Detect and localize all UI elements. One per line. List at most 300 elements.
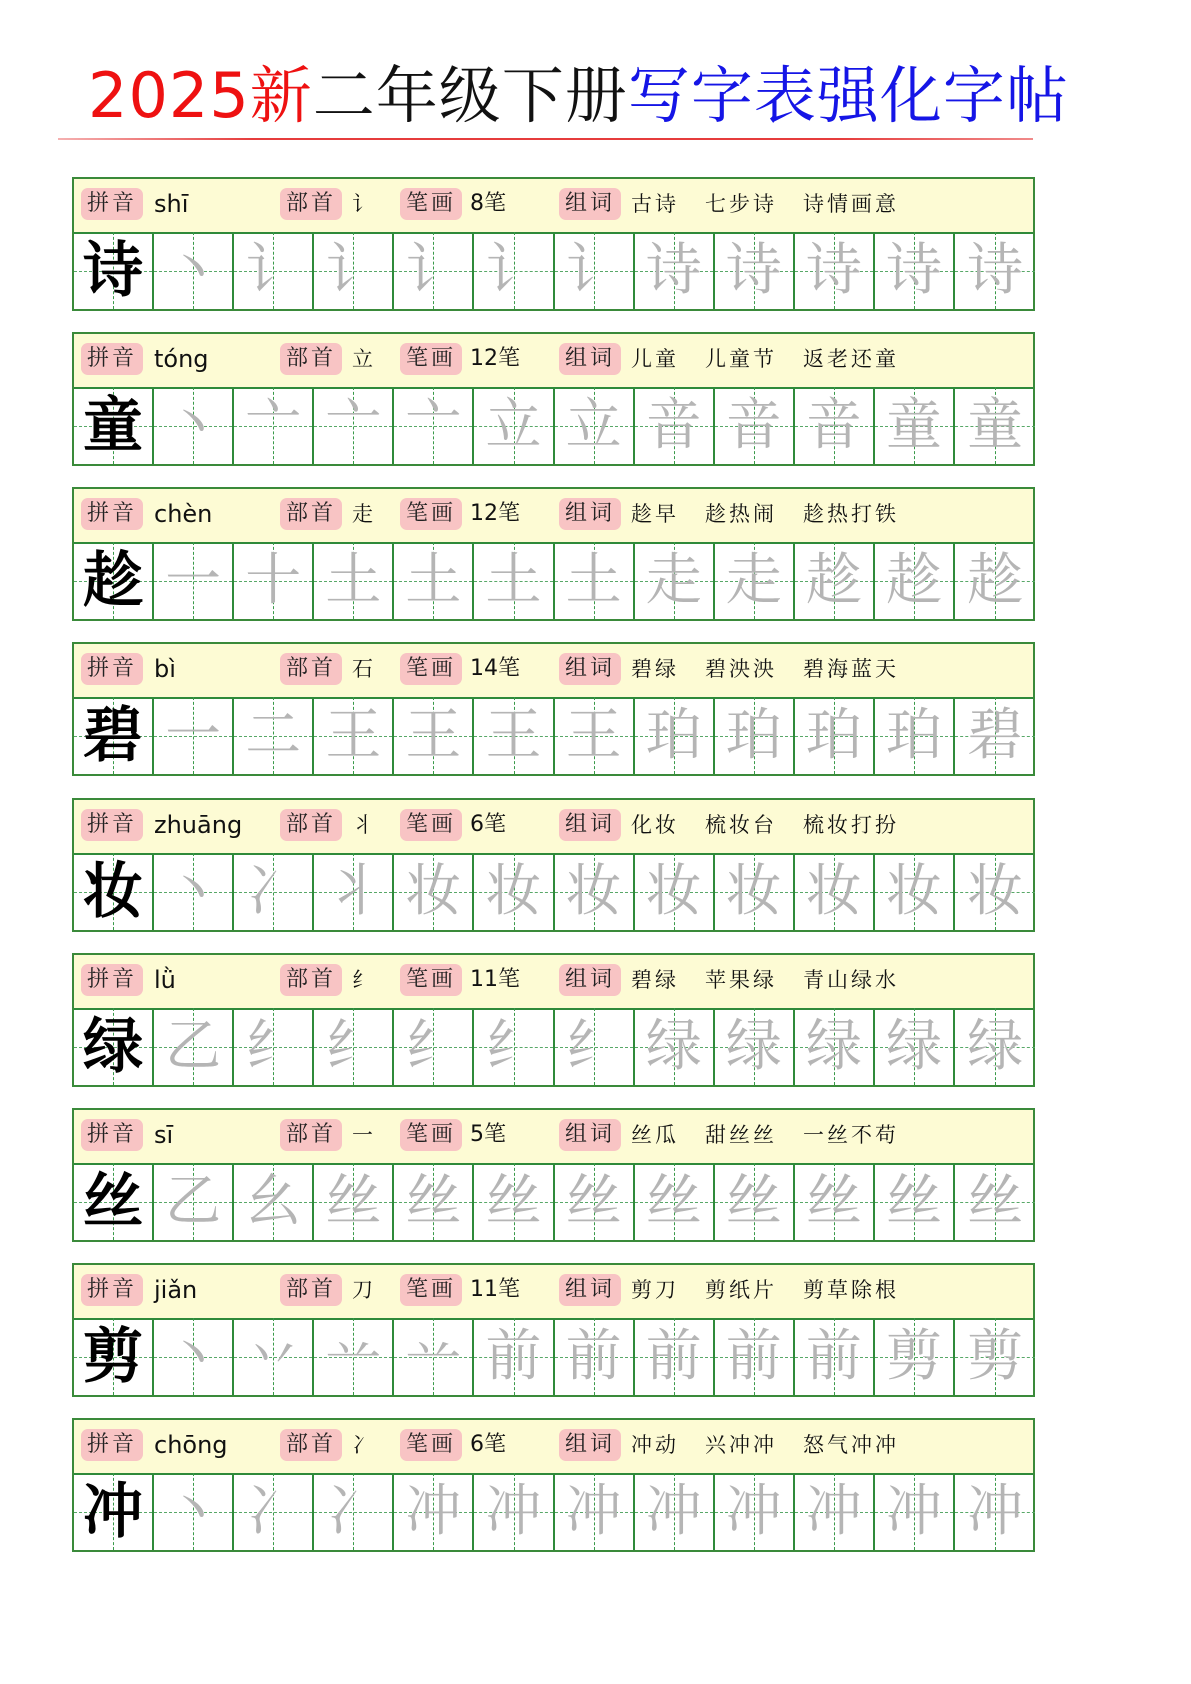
trace-glyph: 剪 — [967, 1323, 1024, 1389]
trace-glyph: 冲 — [967, 1478, 1024, 1544]
trace-glyph: 诗 — [725, 237, 782, 303]
trace-glyph: 亠 — [325, 392, 382, 458]
pinyin-value: bì — [154, 655, 176, 683]
trace-cell[interactable] — [875, 1318, 955, 1395]
pinyin-value: tóng — [154, 345, 209, 373]
trace-glyph: 丝 — [565, 1168, 622, 1234]
radical-label: 部首 — [280, 809, 342, 841]
trace-cell[interactable] — [474, 387, 554, 464]
trace-cell[interactable] — [955, 853, 1035, 930]
trace-glyph: 土 — [325, 547, 382, 613]
tian-grid — [74, 1473, 1033, 1550]
trace-glyph: 绿 — [645, 1013, 702, 1079]
trace-glyph: 音 — [725, 392, 782, 458]
trace-cell[interactable] — [555, 697, 635, 774]
tian-grid — [74, 1318, 1033, 1395]
trace-glyph: 讠 — [405, 237, 462, 303]
trace-cell[interactable] — [795, 1163, 875, 1240]
trace-glyph: 妆 — [805, 858, 862, 924]
trace-cell[interactable] — [154, 542, 234, 619]
trace-cell[interactable] — [474, 232, 554, 309]
trace-cell[interactable] — [795, 1318, 875, 1395]
trace-cell[interactable] — [234, 542, 314, 619]
radical-label: 部首 — [280, 188, 342, 220]
trace-cell[interactable] — [715, 542, 795, 619]
tian-grid — [74, 232, 1033, 309]
trace-cell[interactable] — [234, 697, 314, 774]
char-card — [72, 642, 1035, 776]
trace-glyph: 冫 — [245, 858, 302, 924]
trace-glyph: 趁 — [805, 547, 862, 613]
trace-glyph: 丶 — [165, 858, 222, 924]
trace-cell[interactable] — [715, 1473, 795, 1550]
trace-glyph: 妆 — [967, 858, 1024, 924]
trace-cell[interactable] — [955, 1473, 1035, 1550]
title-grade: 二年级下册 — [312, 59, 628, 132]
words-label: 组词 — [559, 964, 621, 996]
trace-glyph: 前 — [485, 1323, 542, 1389]
strokes-value: 8笔 — [470, 191, 506, 216]
trace-glyph: 丝 — [645, 1168, 702, 1234]
trace-cell[interactable] — [154, 1163, 234, 1240]
trace-cell[interactable] — [555, 1008, 635, 1085]
trace-cell[interactable] — [795, 1473, 875, 1550]
word-item: 诗情画意 — [803, 192, 899, 216]
trace-glyph: 走 — [725, 547, 782, 613]
trace-glyph: 立 — [565, 392, 622, 458]
trace-glyph: 丝 — [967, 1168, 1024, 1234]
model-cell — [74, 1318, 154, 1395]
tian-grid — [74, 853, 1033, 930]
trace-glyph: 冲 — [645, 1478, 702, 1544]
trace-cell[interactable] — [154, 232, 234, 309]
char-card — [72, 953, 1035, 1087]
words-list — [631, 1119, 925, 1151]
words-label: 组词 — [559, 1119, 621, 1151]
trace-glyph: 前 — [565, 1323, 622, 1389]
trace-glyph: 丝 — [885, 1168, 942, 1234]
trace-cell[interactable] — [875, 232, 955, 309]
model-character: 剪 — [83, 1321, 144, 1392]
trace-glyph: 诗 — [805, 237, 862, 303]
word-item: 甜丝丝 — [705, 1123, 777, 1147]
trace-cell[interactable] — [314, 697, 394, 774]
trace-glyph: 讠 — [565, 237, 622, 303]
pinyin-value: jiǎn — [154, 1276, 198, 1304]
trace-cell[interactable] — [394, 697, 474, 774]
trace-glyph: 珀 — [885, 702, 942, 768]
trace-glyph: 丶 — [165, 1323, 222, 1389]
words-list — [631, 809, 925, 841]
info-bar — [74, 644, 1033, 699]
strokes-label: 笔画 — [400, 498, 462, 530]
trace-glyph: 幺 — [245, 1168, 302, 1234]
char-card — [72, 1108, 1035, 1242]
trace-cell[interactable] — [474, 697, 554, 774]
trace-cell[interactable] — [875, 853, 955, 930]
trace-glyph: 音 — [805, 392, 862, 458]
trace-glyph: 珀 — [645, 702, 702, 768]
trace-glyph: 妆 — [645, 858, 702, 924]
strokes-label: 笔画 — [400, 188, 462, 220]
trace-cell[interactable] — [875, 1163, 955, 1240]
word-item: 剪纸片 — [705, 1278, 777, 1302]
title-subject: 写字表强化字帖 — [627, 59, 1069, 132]
radical-label: 部首 — [280, 1119, 342, 1151]
trace-cell[interactable] — [314, 1473, 394, 1550]
trace-cell[interactable] — [234, 1473, 314, 1550]
trace-cell[interactable] — [795, 542, 875, 619]
trace-cell[interactable] — [955, 1318, 1035, 1395]
strokes-value: 11笔 — [470, 967, 520, 992]
info-bar — [74, 800, 1033, 855]
trace-cell[interactable] — [154, 1318, 234, 1395]
word-item: 青山绿水 — [803, 968, 899, 992]
word-item: 古诗 — [631, 192, 679, 216]
words-label: 组词 — [559, 1429, 621, 1461]
info-bar — [74, 179, 1033, 234]
trace-cell[interactable] — [955, 697, 1035, 774]
trace-cell[interactable] — [474, 542, 554, 619]
trace-cell[interactable] — [394, 1318, 474, 1395]
trace-glyph: 冲 — [725, 1478, 782, 1544]
tian-grid — [74, 1163, 1033, 1240]
trace-cell[interactable] — [635, 1163, 715, 1240]
trace-cell[interactable] — [955, 387, 1035, 464]
words-label: 组词 — [559, 188, 621, 220]
trace-cell[interactable] — [314, 1163, 394, 1240]
trace-glyph: 丷 — [245, 1323, 302, 1389]
trace-glyph: 冲 — [405, 1478, 462, 1544]
trace-cell[interactable] — [154, 387, 234, 464]
radical-value: 一 — [352, 1123, 375, 1147]
trace-cell[interactable] — [314, 387, 394, 464]
trace-glyph: 冲 — [565, 1478, 622, 1544]
model-character: 童 — [83, 390, 144, 461]
trace-cell[interactable] — [555, 1318, 635, 1395]
trace-glyph: 丝 — [725, 1168, 782, 1234]
trace-cell[interactable] — [474, 1008, 554, 1085]
word-item: 剪草除根 — [803, 1278, 899, 1302]
trace-cell[interactable] — [875, 697, 955, 774]
trace-cell[interactable] — [154, 1473, 234, 1550]
trace-cell[interactable] — [715, 697, 795, 774]
trace-cell[interactable] — [635, 1318, 715, 1395]
words-list — [631, 188, 925, 220]
trace-glyph: 丝 — [405, 1168, 462, 1234]
trace-glyph: 丶 — [165, 392, 222, 458]
model-cell — [74, 542, 154, 619]
word-item: 儿童 — [631, 347, 679, 371]
model-cell — [74, 1008, 154, 1085]
strokes-value: 6笔 — [470, 812, 506, 837]
trace-cell[interactable] — [154, 697, 234, 774]
trace-glyph: 二 — [245, 702, 302, 768]
model-character: 冲 — [83, 1476, 144, 1547]
word-item: 儿童节 — [705, 347, 777, 371]
strokes-value: 14笔 — [470, 656, 520, 681]
model-character: 绿 — [83, 1011, 144, 1082]
radical-value: 走 — [352, 502, 375, 526]
words-list — [631, 343, 925, 375]
trace-glyph: 冫 — [245, 1478, 302, 1544]
trace-glyph: 王 — [485, 702, 542, 768]
trace-cell[interactable] — [234, 1163, 314, 1240]
trace-glyph: 童 — [885, 392, 942, 458]
trace-cell[interactable] — [555, 232, 635, 309]
words-list — [631, 1274, 925, 1306]
radical-label: 部首 — [280, 1429, 342, 1461]
word-item: 碧海蓝天 — [803, 657, 899, 681]
trace-cell[interactable] — [394, 1008, 474, 1085]
trace-cell[interactable] — [474, 1318, 554, 1395]
trace-glyph: 前 — [805, 1323, 862, 1389]
trace-cell[interactable] — [234, 853, 314, 930]
radical-label: 部首 — [280, 343, 342, 375]
trace-cell[interactable] — [795, 232, 875, 309]
trace-glyph: 土 — [405, 547, 462, 613]
info-bar — [74, 955, 1033, 1010]
trace-cell[interactable] — [555, 542, 635, 619]
info-bar — [74, 1265, 1033, 1320]
trace-glyph: 诗 — [645, 237, 702, 303]
word-item: 碧绿 — [631, 968, 679, 992]
trace-cell[interactable] — [394, 1473, 474, 1550]
pinyin-label: 拼音 — [81, 1119, 143, 1151]
trace-cell[interactable] — [154, 853, 234, 930]
strokes-label: 笔画 — [400, 1274, 462, 1306]
trace-glyph: 冫 — [325, 1478, 382, 1544]
trace-glyph: 珀 — [725, 702, 782, 768]
trace-glyph: 绿 — [805, 1013, 862, 1079]
trace-glyph: 王 — [565, 702, 622, 768]
trace-glyph: 一 — [165, 702, 222, 768]
model-cell — [74, 853, 154, 930]
strokes-label: 笔画 — [400, 964, 462, 996]
trace-cell[interactable] — [555, 387, 635, 464]
trace-glyph: 丶 — [165, 237, 222, 303]
trace-cell[interactable] — [635, 1008, 715, 1085]
trace-glyph: 诗 — [885, 237, 942, 303]
strokes-label: 笔画 — [400, 1119, 462, 1151]
trace-cell[interactable] — [635, 542, 715, 619]
words-list — [631, 653, 925, 685]
trace-cell[interactable] — [394, 1163, 474, 1240]
radical-value: 石 — [352, 657, 375, 681]
title-divider — [58, 138, 1033, 140]
pinyin-value: sī — [154, 1121, 174, 1149]
trace-glyph: 䒑 — [405, 1323, 462, 1389]
info-bar — [74, 489, 1033, 544]
model-cell — [74, 1473, 154, 1550]
pinyin-label: 拼音 — [81, 964, 143, 996]
pinyin-label: 拼音 — [81, 653, 143, 685]
trace-glyph: 冲 — [805, 1478, 862, 1544]
trace-cell[interactable] — [635, 697, 715, 774]
trace-glyph: 纟 — [325, 1013, 382, 1079]
model-character: 碧 — [83, 700, 144, 771]
strokes-label: 笔画 — [400, 1429, 462, 1461]
trace-cell[interactable] — [875, 542, 955, 619]
trace-glyph: 丶 — [165, 1478, 222, 1544]
trace-cell[interactable] — [875, 1008, 955, 1085]
words-list — [631, 498, 925, 530]
trace-glyph: 乙 — [165, 1168, 222, 1234]
trace-cell[interactable] — [715, 853, 795, 930]
trace-glyph: 丝 — [325, 1168, 382, 1234]
trace-cell[interactable] — [875, 387, 955, 464]
strokes-label: 笔画 — [400, 653, 462, 685]
pinyin-label: 拼音 — [81, 498, 143, 530]
trace-cell[interactable] — [715, 1163, 795, 1240]
trace-cell[interactable] — [314, 542, 394, 619]
word-item: 兴冲冲 — [705, 1433, 777, 1457]
trace-glyph: 一 — [165, 547, 222, 613]
trace-glyph: 土 — [565, 547, 622, 613]
trace-glyph: 乙 — [165, 1013, 222, 1079]
trace-cell[interactable] — [314, 232, 394, 309]
word-item: 碧泱泱 — [705, 657, 777, 681]
trace-glyph: 走 — [645, 547, 702, 613]
strokes-value: 12笔 — [470, 346, 520, 371]
trace-glyph: 绿 — [885, 1013, 942, 1079]
model-character: 趁 — [83, 545, 144, 616]
pinyin-label: 拼音 — [81, 188, 143, 220]
trace-cell[interactable] — [635, 1473, 715, 1550]
word-item: 返老还童 — [803, 347, 899, 371]
pinyin-value: chōng — [154, 1431, 228, 1459]
trace-cell[interactable] — [234, 1318, 314, 1395]
model-cell — [74, 697, 154, 774]
model-character: 妆 — [83, 856, 144, 927]
trace-cell[interactable] — [635, 387, 715, 464]
trace-cell[interactable] — [474, 1163, 554, 1240]
radical-value: 立 — [352, 347, 375, 371]
model-cell — [74, 232, 154, 309]
trace-cell[interactable] — [314, 1008, 394, 1085]
model-character: 诗 — [83, 235, 144, 306]
words-label: 组词 — [559, 1274, 621, 1306]
word-item: 冲动 — [631, 1433, 679, 1457]
word-item: 丝瓜 — [631, 1123, 679, 1147]
trace-cell[interactable] — [314, 1318, 394, 1395]
tian-grid — [74, 542, 1033, 619]
trace-cell[interactable] — [635, 853, 715, 930]
word-item: 碧绿 — [631, 657, 679, 681]
trace-cell[interactable] — [394, 387, 474, 464]
trace-glyph: 音 — [645, 392, 702, 458]
trace-cell[interactable] — [394, 542, 474, 619]
trace-cell[interactable] — [715, 232, 795, 309]
pinyin-label: 拼音 — [81, 1429, 143, 1461]
strokes-value: 11笔 — [470, 1277, 520, 1302]
word-item: 梳妆打扮 — [803, 813, 899, 837]
word-item: 剪刀 — [631, 1278, 679, 1302]
trace-cell[interactable] — [394, 853, 474, 930]
trace-cell[interactable] — [715, 387, 795, 464]
radical-value: 讠 — [352, 192, 375, 216]
trace-cell[interactable] — [715, 1318, 795, 1395]
trace-glyph: 冲 — [885, 1478, 942, 1544]
tian-grid — [74, 387, 1033, 464]
trace-cell[interactable] — [314, 853, 394, 930]
char-card — [72, 177, 1035, 311]
trace-cell[interactable] — [715, 1008, 795, 1085]
trace-cell[interactable] — [555, 1473, 635, 1550]
trace-cell[interactable] — [474, 853, 554, 930]
trace-glyph: 碧 — [967, 702, 1024, 768]
trace-glyph: 讠 — [485, 237, 542, 303]
char-card — [72, 798, 1035, 932]
model-cell — [74, 387, 154, 464]
model-character: 丝 — [83, 1166, 144, 1237]
radical-label: 部首 — [280, 964, 342, 996]
trace-glyph: 趁 — [967, 547, 1024, 613]
trace-glyph: 纟 — [405, 1013, 462, 1079]
words-label: 组词 — [559, 498, 621, 530]
trace-cell[interactable] — [795, 853, 875, 930]
trace-cell[interactable] — [555, 853, 635, 930]
info-bar — [74, 1420, 1033, 1475]
trace-glyph: 妆 — [405, 858, 462, 924]
radical-value: 刀 — [352, 1278, 375, 1302]
trace-cell[interactable] — [955, 1163, 1035, 1240]
trace-cell[interactable] — [555, 1163, 635, 1240]
trace-cell[interactable] — [474, 1473, 554, 1550]
trace-cell[interactable] — [955, 542, 1035, 619]
trace-cell[interactable] — [394, 232, 474, 309]
trace-cell[interactable] — [635, 232, 715, 309]
word-item: 化妆 — [631, 813, 679, 837]
pinyin-label: 拼音 — [81, 809, 143, 841]
trace-glyph: 前 — [725, 1323, 782, 1389]
trace-cell[interactable] — [795, 1008, 875, 1085]
trace-glyph: 讠 — [245, 237, 302, 303]
trace-glyph: 绿 — [725, 1013, 782, 1079]
trace-cell[interactable] — [795, 387, 875, 464]
word-item: 趁热打铁 — [803, 502, 899, 526]
trace-glyph: 童 — [967, 392, 1024, 458]
strokes-value: 5笔 — [470, 1122, 506, 1147]
trace-glyph: 前 — [645, 1323, 702, 1389]
trace-cell[interactable] — [875, 1473, 955, 1550]
word-item: 苹果绿 — [705, 968, 777, 992]
word-item: 怒气冲冲 — [803, 1433, 899, 1457]
trace-glyph: 王 — [405, 702, 462, 768]
trace-cell[interactable] — [955, 1008, 1035, 1085]
trace-cell[interactable] — [234, 387, 314, 464]
char-card — [72, 1418, 1035, 1552]
trace-glyph: 绿 — [967, 1013, 1024, 1079]
info-bar — [74, 334, 1033, 389]
trace-glyph: 丝 — [805, 1168, 862, 1234]
trace-glyph: 纟 — [485, 1013, 542, 1079]
trace-cell[interactable] — [154, 1008, 234, 1085]
trace-glyph: 䒑 — [325, 1323, 382, 1389]
words-label: 组词 — [559, 653, 621, 685]
trace-glyph: 王 — [325, 702, 382, 768]
trace-glyph: 立 — [485, 392, 542, 458]
trace-cell[interactable] — [955, 232, 1035, 309]
trace-cell[interactable] — [234, 1008, 314, 1085]
trace-glyph: 丬 — [325, 858, 382, 924]
radical-value: 丬 — [352, 813, 375, 837]
trace-glyph: 妆 — [885, 858, 942, 924]
trace-cell[interactable] — [234, 232, 314, 309]
trace-glyph: 纟 — [565, 1013, 622, 1079]
trace-cell[interactable] — [795, 697, 875, 774]
trace-glyph: 亠 — [245, 392, 302, 458]
